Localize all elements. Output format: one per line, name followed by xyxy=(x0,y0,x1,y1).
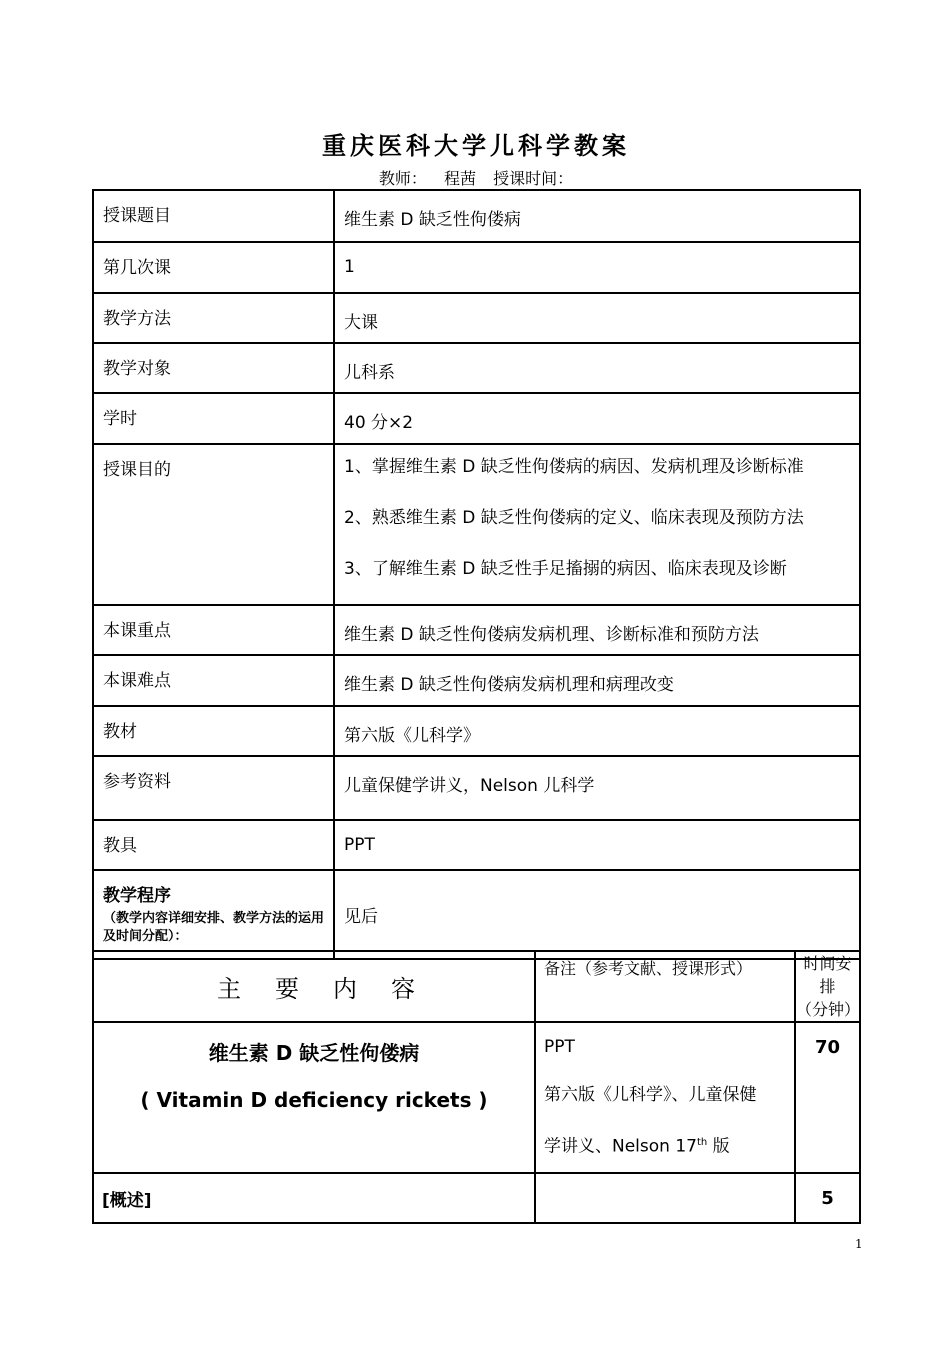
table-row xyxy=(93,756,860,820)
row-label: 教具 xyxy=(93,820,334,870)
topic-notes xyxy=(535,1022,795,1173)
table-row xyxy=(93,444,860,605)
row-label: 学时 xyxy=(93,393,334,444)
time-label: 授课时间： xyxy=(493,169,574,188)
table-row xyxy=(93,706,860,756)
time-value: 70 xyxy=(795,1022,860,1173)
lesson-info-table xyxy=(92,189,861,960)
table-row xyxy=(93,293,860,343)
row-value: 见后 xyxy=(334,870,860,959)
topic-title-cell xyxy=(93,1022,535,1173)
row-value: 维生素 D 缺乏性佝偻病发病机理、诊断标准和预防方法 xyxy=(334,605,860,655)
section-title: [概述] xyxy=(93,1173,535,1223)
row-value: 维生素 D 缺乏性佝偻病发病机理和病理改变 xyxy=(334,655,860,706)
row-label: 本课难点 xyxy=(93,655,334,706)
content-row xyxy=(93,1022,860,1173)
table-row xyxy=(93,870,860,959)
page-number: 1 xyxy=(855,1237,863,1251)
document-title: 重庆医科大学儿科学教案 xyxy=(322,132,630,160)
time-header-line: （分钟） xyxy=(796,1000,861,1019)
row-value: 大课 xyxy=(334,293,860,343)
procedure-label: 教学程序 xyxy=(103,886,171,906)
row-label: 教学方法 xyxy=(93,293,334,343)
section-notes xyxy=(535,1173,795,1223)
row-label: 参考资料 xyxy=(93,756,334,820)
time-header xyxy=(795,951,860,1022)
objective-item: 1、掌握维生素 D 缺乏性佝偻病的病因、发病机理及诊断标准 xyxy=(344,457,804,477)
row-value: 儿童保健学讲义，Nelson 儿科学 xyxy=(334,756,860,820)
note-line: PPT xyxy=(544,1037,575,1057)
row-label: 授课题目 xyxy=(93,190,334,242)
time-value: 5 xyxy=(795,1173,860,1223)
content-table xyxy=(92,950,861,1224)
row-value: PPT xyxy=(334,820,860,870)
objective-item: 2、熟悉维生素 D 缺乏性佝偻病的定义、临床表现及预防方法 xyxy=(344,508,804,528)
note-line xyxy=(544,1119,794,1171)
row-value: 维生素 D 缺乏性佝偻病 xyxy=(334,190,860,242)
row-label: 教学对象 xyxy=(93,343,334,393)
note-superscript: th xyxy=(696,1137,708,1148)
table-row xyxy=(93,655,860,706)
row-label: 本课重点 xyxy=(93,605,334,655)
table-row xyxy=(93,605,860,655)
row-label: 第几次课 xyxy=(93,242,334,293)
note-text: 版 xyxy=(707,1136,730,1157)
topic-title-en: ( Vitamin D deficiency rickets ) xyxy=(140,1088,488,1112)
row-value: 1 xyxy=(334,242,860,293)
main-content-header: 主要内容 xyxy=(93,951,535,1022)
row-label: 授课目的 xyxy=(93,444,334,605)
table-row xyxy=(93,393,860,444)
row-value: 儿科系 xyxy=(334,343,860,393)
notes-header: 备注（参考文献、授课形式） xyxy=(535,951,795,1022)
document-subtitle xyxy=(0,166,952,189)
topic-title: 维生素 D 缺乏性佝偻病 xyxy=(208,1041,420,1065)
objectives-list xyxy=(334,444,860,605)
objective-item: 3、了解维生素 D 缺乏性手足搐搦的病因、临床表现及诊断 xyxy=(344,559,787,579)
row-value: 40 分×2 xyxy=(334,393,860,444)
row-value: 第六版《儿科学》 xyxy=(334,706,860,756)
table-row xyxy=(93,343,860,393)
time-header-line: 时间安排 xyxy=(803,954,852,996)
table-row xyxy=(93,190,860,242)
teacher-label: 教师： xyxy=(378,169,427,188)
teacher-name: 程茜 xyxy=(443,169,476,188)
content-row xyxy=(93,1173,860,1223)
note-line: 第六版《儿科学》、儿童保健 xyxy=(544,1085,757,1105)
procedure-sublabel: （教学内容详细安排、教学方法的运用及时间分配）： xyxy=(103,911,325,944)
row-label: 教材 xyxy=(93,706,334,756)
note-text: 学讲义、Nelson 17 xyxy=(544,1136,697,1157)
table-row xyxy=(93,820,860,870)
content-header-row xyxy=(93,951,860,1022)
procedure-label-cell xyxy=(93,870,334,959)
table-row xyxy=(93,242,860,293)
